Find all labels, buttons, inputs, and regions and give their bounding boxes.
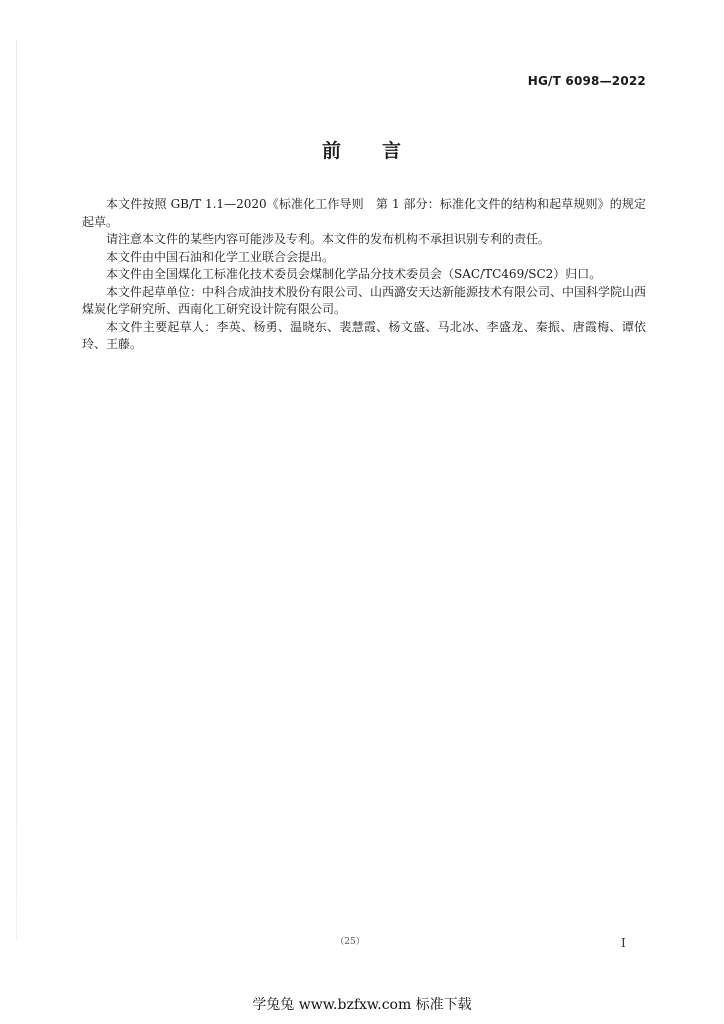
title-char-1: 前 (321, 140, 342, 162)
paragraph-drafting-units: 本文件起草单位：中科合成油技术股份有限公司、山西潞安天达新能源技术有限公司、中国科学院山西煤炭化学研究所、西南化工研究设计院有限公司。 (82, 284, 647, 316)
paragraph-patent-notice: 请注意本文件的某些内容可能涉及专利。本文件的发布机构不承担识别专利的责任。 (106, 232, 551, 246)
paragraph-drafting-rules: 本文件按照 GB/T 1.1—2020《标准化工作导则 第 1 部分：标准化文件的结构和起草规则》的规定起草。 (82, 197, 646, 229)
title-char-2: 言 (382, 140, 403, 162)
paragraph-drafters: 本文件主要起草人：李英、杨勇、温晓东、裴慧霞、杨文盛、马北冰、李盛龙、秦振、唐霞梅、谭依玲、王藤。 (82, 319, 646, 351)
page-code: （25） (335, 937, 365, 947)
paragraph-technical-committee: 本文件由全国煤化工标准化技术委员会煤制化学品分技术委员会（SAC/TC469/SC2）归口。 (106, 267, 602, 281)
paragraph-proposer: 本文件由中国石油和化学工业联合会提出。 (106, 249, 335, 264)
page-number: I (621, 936, 626, 950)
standard-number: HG/T 6098—2022 (527, 74, 646, 88)
footer-watermark-text: 学兔兔 www.bzfxw.com 标准下载 (252, 997, 472, 1013)
page-title (0, 136, 724, 163)
scan-edge (16, 40, 17, 940)
foreword-body (82, 196, 646, 354)
